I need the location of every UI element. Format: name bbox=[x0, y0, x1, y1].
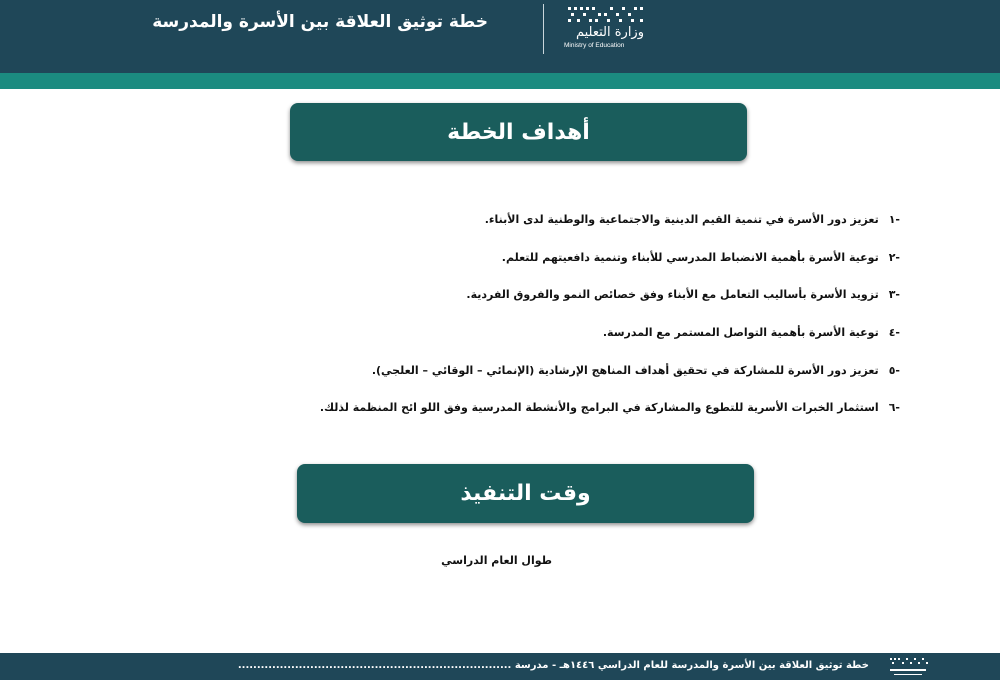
ministry-logo-small-icon bbox=[884, 655, 932, 679]
header-divider bbox=[543, 4, 544, 54]
goal-text: توعية الأسرة بأهمية التواصل المستمر مع المدرسة. bbox=[602, 326, 879, 340]
page-footer bbox=[0, 653, 1000, 680]
ministry-subtitle: Ministry of Education bbox=[564, 42, 625, 49]
header-stripe bbox=[0, 73, 1000, 89]
goal-number: -٤ bbox=[888, 326, 900, 340]
goals-heading-box bbox=[290, 103, 747, 161]
goal-number: -١ bbox=[888, 213, 900, 227]
goal-text: استثمار الخبرات الأسرية للتطوع والمشاركة في البرامج والأنشطة المدرسية وفق اللو ائح المنظمة لذلك. bbox=[319, 401, 879, 415]
ministry-logo bbox=[560, 0, 650, 56]
footer-text: خطة توثيق العلاقة بين الأسرة والمدرسة للعام الدراسي ١٤٤٦هـ - مدرسة ........................................................................ bbox=[237, 660, 869, 671]
ministry-name: وزارة التعليم bbox=[575, 25, 644, 40]
goals-heading: أهداف الخطة bbox=[447, 119, 590, 145]
ministry-dots-icon bbox=[566, 5, 646, 25]
page-title: خطة توثيق العلاقة بين الأسرة والمدرسة bbox=[152, 12, 488, 32]
page-header bbox=[0, 0, 1000, 73]
time-heading-box bbox=[297, 464, 754, 523]
time-heading: وقت التنفيذ bbox=[460, 481, 591, 506]
goal-number: -٣ bbox=[888, 288, 900, 302]
goals-list bbox=[200, 201, 900, 427]
goal-item bbox=[200, 314, 900, 352]
goal-item bbox=[200, 201, 900, 239]
goal-item bbox=[200, 389, 900, 427]
goal-text: توعية الأسرة بأهمية الانضباط المدرسي للأبناء وتنمية دافعيتهم للتعلم. bbox=[501, 250, 879, 264]
goal-text: تعزيز دور الأسرة للمشاركة في تحقيق أهداف المناهج الإرشادية (الإنمائي – الوقائي – العلجي). bbox=[371, 363, 879, 377]
goal-number: -٢ bbox=[888, 250, 900, 264]
time-value: طوال العام الدراسي bbox=[441, 554, 552, 567]
goal-item bbox=[200, 239, 900, 277]
goal-item bbox=[200, 276, 900, 314]
goal-number: -٦ bbox=[888, 401, 900, 415]
goal-item bbox=[200, 351, 900, 389]
goal-number: -٥ bbox=[888, 363, 900, 377]
goal-text: تزويد الأسرة بأساليب التعامل مع الأبناء وفق خصائص النمو والفروق الفردية. bbox=[466, 288, 879, 302]
goal-text: تعزيز دور الأسرة في تنمية القيم الدينية والاجتماعية والوطنية لدى الأبناء. bbox=[484, 213, 879, 227]
